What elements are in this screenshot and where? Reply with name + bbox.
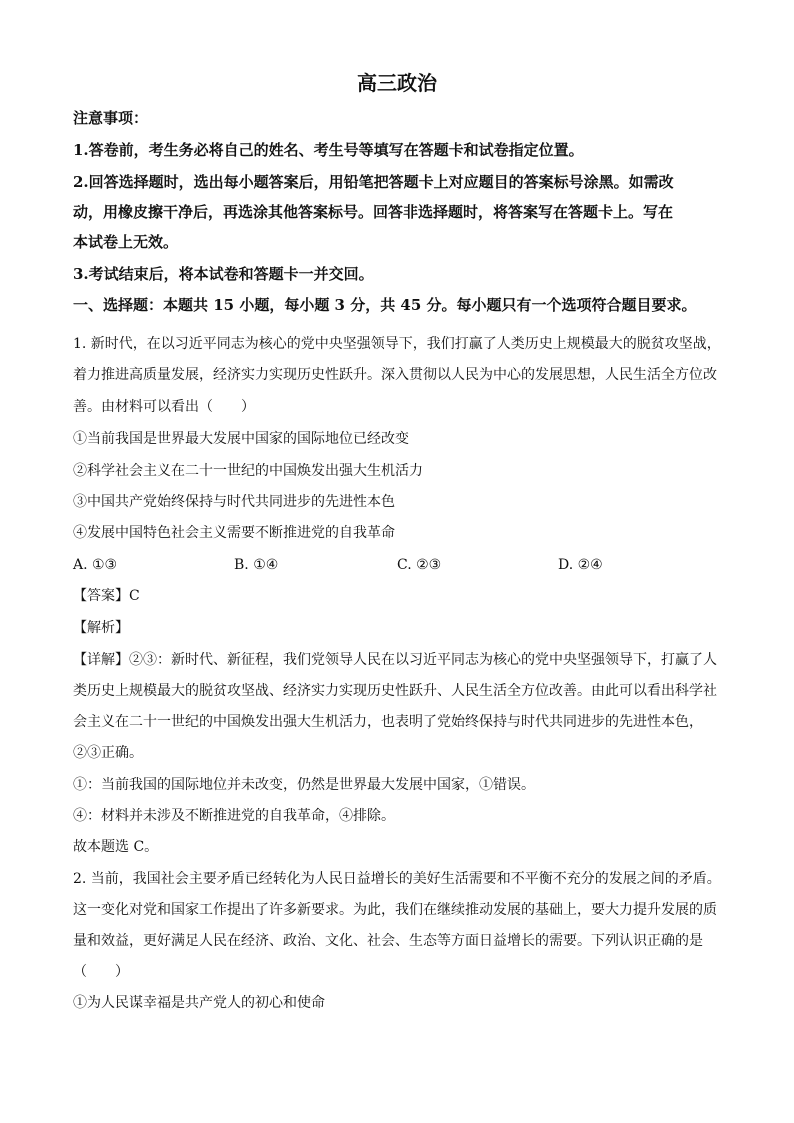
q2-stem-line: 这一变化对党和国家工作提出了许多新要求。为此，我们在继续推动发展的基础上，要大力提升发展的质 — [73, 902, 717, 918]
notice-item: 动，用橡皮擦干净后，再选涂其他答案标号。回答非选择题时，将答案写在答题卡上。写在 — [73, 203, 674, 221]
q1-answer: 【答案】C — [73, 588, 140, 604]
q1-statement: ③中国共产党始终保持与时代共同进步的先进性本色 — [73, 494, 395, 510]
q2-stem-line: 2. 当前，我国社会主要矛盾已经转化为人民日益增长的美好生活需要和不平衡不充分的发展之间的矛盾。 — [73, 871, 721, 887]
q1-detail-line: 故本题选 C。 — [73, 839, 159, 855]
q1-option-a: A. ①③ — [73, 557, 118, 573]
notice-item: 3.考试结束后，将本试卷和答题卡一并交回。 — [73, 265, 374, 283]
notice-item: 2.回答选择题时，选出每小题答案后，用铅笔把答题卡上对应题目的答案标号涂黑。如需改 — [73, 173, 674, 191]
q2-stem-line: 量和效益，更好满足人民在经济、政治、文化、社会、生态等方面日益增长的需要。下列认识正确的是 — [73, 933, 703, 949]
q1-option-d: D. ②④ — [558, 557, 603, 573]
notice-heading: 注意事项： — [73, 109, 149, 127]
q1-detail-line: 类历史上规模最大的脱贫攻坚战、经济实力实现历史性跃升、人民生活全方位改善。由此可以看出科学社 — [73, 683, 717, 699]
q1-stem-line: 1. 新时代，在以习近平同志为核心的党中央坚强领导下，我们打赢了人类历史上规模最大的脱贫攻坚战， — [73, 336, 721, 352]
q2-stem-line: （ ） — [73, 964, 129, 980]
page-title: 高三政治 — [357, 71, 437, 95]
q1-detail-line: 【详解】②③：新时代、新征程，我们党领导人民在以习近平同志为核心的党中央坚强领导下，打赢了人 — [73, 652, 717, 668]
q1-detail-line: ④：材料并未涉及不断推进党的自我革命，④排除。 — [73, 808, 395, 824]
q1-detail-line: ①：当前我国的国际地位并未改变，仍然是世界最大发展中国家，①错误。 — [73, 777, 535, 793]
q1-analysis-label: 【解析】 — [73, 620, 129, 636]
q1-stem-line: 善。由材料可以看出（ ） — [73, 399, 255, 415]
q1-option-c: C. ②③ — [397, 557, 442, 573]
notice-item: 1.答卷前，考生务必将自己的姓名、考生号等填写在答题卡和试卷指定位置。 — [73, 141, 584, 159]
q1-detail-line: ②③正确。 — [73, 745, 143, 761]
q1-detail-line: 会主义在二十一世纪的中国焕发出强大生机活力，也表明了党始终保持与时代共同进步的先进性本色， — [73, 714, 703, 730]
q1-statement: ②科学社会主义在二十一世纪的中国焕发出强大生机活力 — [73, 463, 423, 479]
q1-stem-line: 着力推进高质量发展，经济实力实现历史性跃升。深入贯彻以人民为中心的发展思想，人民生活全方位改 — [73, 367, 717, 383]
notice-item: 本试卷上无效。 — [73, 233, 179, 251]
q2-statement: ①为人民谋幸福是共产党人的初心和使命 — [73, 995, 325, 1011]
q1-statement: ④发展中国特色社会主义需要不断推进党的自我革命 — [73, 525, 395, 541]
q1-option-b: B. ①④ — [234, 557, 279, 573]
section-heading: 一、选择题：本题共 15 小题，每小题 3 分，共 45 分。每小题只有一个选项符合题目要求。 — [73, 296, 697, 314]
q1-statement: ①当前我国是世界最大发展中国家的国际地位已经改变 — [73, 431, 409, 447]
